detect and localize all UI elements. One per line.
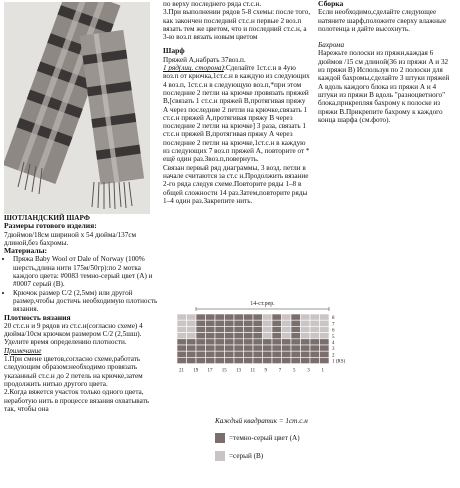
chart-cell	[272, 320, 282, 326]
chart-cell	[177, 314, 187, 320]
chart-cell	[253, 320, 263, 326]
chart-cell	[320, 345, 330, 351]
hook-item: • Крючок размер С/2 (2,5мм) или другой размер,чтобы достичь необходимую плотность вязания.	[13, 289, 160, 314]
chart-cell	[177, 333, 187, 339]
chart-cell	[215, 326, 225, 332]
chart-cell	[263, 333, 273, 339]
chart-cell	[282, 351, 292, 357]
chart-cell	[291, 333, 301, 339]
chart-cell	[301, 357, 311, 363]
column-number: 11	[250, 368, 256, 374]
chart-cell	[225, 345, 235, 351]
chart-cell	[310, 314, 320, 320]
legend-b-label: =серый (В)	[229, 452, 264, 460]
chart-cell	[215, 320, 225, 326]
chart-cell	[244, 326, 254, 332]
chart-cell	[272, 314, 282, 320]
chart-cell	[206, 351, 216, 357]
chart-cell	[320, 357, 330, 363]
chart-cell	[225, 339, 235, 345]
note-heading: Примечание	[4, 346, 42, 355]
row-1-instructions: :Сделайте 1ст.с.н в 4ую воз.п от крючка,1ст.с.н в каждую из следующих 4 воз.п, 1ст.с.н в следующую воз.п,*при этом последние 2 петли на крючке провязать пряжей В,[связать 1 ст.с.н пряжей В,протягивая пряжу А через последние 2 петли на крючке,связать 1 ст.с.н пряжей А,протягивая пряжу В через последние 2 петли на крючке] 3 раза, связать 1 ст.с.н пряжей В,протягивая пряжу А через последние 2 петли на крючке,1ст.с.н в каждую из следующих 7 воз.п пряжей А, повторите от * ещё один раз.Звоз.п,повернуть.	[163, 64, 310, 164]
chart-cell	[234, 333, 244, 339]
chart-cell	[234, 351, 244, 357]
chart-cell	[206, 357, 216, 363]
chart-cell	[225, 314, 235, 320]
chart-cell	[244, 314, 254, 320]
column-number: 19	[193, 368, 199, 374]
chart-cell	[320, 333, 330, 339]
chart-cell	[253, 333, 263, 339]
chart-cell	[310, 320, 320, 326]
materials-list	[4, 255, 160, 313]
chart-cell	[301, 351, 311, 357]
chart-cell	[272, 345, 282, 351]
chart-cell	[291, 357, 301, 363]
column-number: 7	[278, 368, 282, 374]
chart-cell	[253, 351, 263, 357]
chart-cell	[234, 357, 244, 363]
materials-heading: Материалы:	[4, 246, 48, 256]
row-number: 4	[332, 341, 335, 346]
chart-cell	[187, 339, 197, 345]
chart-cell	[310, 333, 320, 339]
chart-cell	[215, 314, 225, 320]
chart-cell	[225, 326, 235, 332]
chart-cell	[177, 339, 187, 345]
fringe-heading: Бахрома	[318, 41, 345, 50]
chart-cell	[282, 345, 292, 351]
chart-cell	[253, 339, 263, 345]
left-column	[4, 214, 160, 413]
chart-cell	[215, 357, 225, 363]
size-heading: Размеры готового изделия:	[4, 221, 97, 231]
chart-cell	[301, 345, 311, 351]
fringe-text: Нарежьте полоски из пряжи,каждая 6 дюймов /15 см длиной(36 из пряжи А и 32 из пряжи В) Используя по 2 полоски для каждой бахромы,сделайте 3 штуки пряжей А вдоль каждого блока из пряжи А и 4 штуки из пряжи В вдоль "разноцветного" блока,прикрепляя бахрому к полоске из пряжи В.Прикрепите бахрому к каждого конца шарфа (см.фото).	[318, 49, 450, 124]
row-number: 2	[332, 353, 335, 359]
row-number: 7	[332, 322, 335, 328]
chart-cell	[263, 326, 273, 332]
chart-cell	[244, 333, 254, 339]
legend-a	[215, 433, 308, 443]
chart-cell	[253, 345, 263, 351]
chart-cell	[215, 351, 225, 357]
chart-cell	[291, 345, 301, 351]
chart-cell	[177, 320, 187, 326]
row-number: 8	[332, 316, 335, 322]
chart-cell	[187, 357, 197, 363]
chart-cell	[263, 314, 273, 320]
chart-cell	[215, 333, 225, 339]
chart-cell	[234, 314, 244, 320]
chart-cell	[196, 320, 206, 326]
chart-cell	[263, 351, 273, 357]
chart-cell	[234, 326, 244, 332]
chart-cell	[244, 339, 254, 345]
chart-cell	[263, 339, 273, 345]
chart-cell	[206, 333, 216, 339]
chart-cell	[272, 339, 282, 345]
chart-cell	[177, 357, 187, 363]
chart-cell	[187, 333, 197, 339]
chart-cell	[301, 314, 311, 320]
row-number: 6	[332, 328, 335, 334]
chart-cell	[234, 345, 244, 351]
column-number: 15	[221, 368, 227, 374]
column-number: 5	[293, 368, 296, 374]
note-1: 1.При смене цветов,согласно схеме,работать следующим образом:необходимо провязать указанный ст.с.н до 2 петель на крючке,затем продолжить нитью другого цвета.	[4, 355, 143, 388]
row-1-text	[163, 64, 311, 164]
chart-cell	[310, 339, 320, 345]
chart-cell	[263, 320, 273, 326]
chart-cell	[206, 326, 216, 332]
row-number: 5	[332, 334, 335, 340]
chart-cell	[177, 326, 187, 332]
chart-cell	[196, 351, 206, 357]
chart-cell	[196, 345, 206, 351]
gauge-text: 20 ст.с.н и 9 рядов из ст.с.н(согласно схеме) 4 дюйма/10см крючком размером С/2 (2,5шш).	[4, 321, 143, 339]
chart-cell	[253, 314, 263, 320]
column-number: 17	[207, 368, 213, 374]
chart-cell	[291, 351, 301, 357]
chart-cell	[320, 320, 330, 326]
chart-cell	[320, 351, 330, 357]
chart-cell	[196, 333, 206, 339]
chart-cell	[206, 345, 216, 351]
top-note-2: 3.При выполнении рядов 5-8 схемы: после того, как закончен последний ст.с.н первые 2 воз.п вязать тем же цветом, что и последний ст.с.н, а 3-ю воз.п вязать новым цветом	[163, 8, 311, 42]
chart-cell	[282, 326, 292, 332]
chart-cell	[310, 326, 320, 332]
chart-cell	[187, 345, 197, 351]
stitch-chart	[165, 300, 350, 380]
chart-cell	[234, 320, 244, 326]
chart-cell	[187, 320, 197, 326]
chart-cell	[187, 314, 197, 320]
swatch-b	[215, 451, 225, 461]
chart-cell	[320, 326, 330, 332]
chart-cell	[196, 339, 206, 345]
chart-cell	[234, 339, 244, 345]
column-number: 9	[264, 368, 267, 374]
chart-cell	[225, 351, 235, 357]
chart-cell	[282, 339, 292, 345]
row-1-label: 1 ряд(лиц. сторона)	[163, 64, 224, 73]
chart-cell	[177, 351, 187, 357]
chart-cell	[320, 314, 330, 320]
chart-cell	[196, 314, 206, 320]
right-column	[318, 0, 456, 124]
chart-cell	[244, 357, 254, 363]
chart-cell	[215, 339, 225, 345]
top-note-1: по верху последнего ряда ст.с.н.	[163, 0, 262, 8]
chart-cell	[225, 320, 235, 326]
chart-cell	[301, 326, 311, 332]
chart-cell	[177, 345, 187, 351]
chart-cell	[310, 345, 320, 351]
chart-cell	[272, 333, 282, 339]
chart-cell	[282, 333, 292, 339]
chart-cell	[291, 326, 301, 332]
chart-cell	[244, 351, 254, 357]
chart-cell	[187, 351, 197, 357]
chart-cell	[253, 357, 263, 363]
size-text: 7дюймов/18см шириной x 54 дюйма/137см длиной,без бахромы.	[4, 230, 137, 247]
column-number: 3	[307, 368, 310, 374]
chart-cell	[282, 357, 292, 363]
scarf-continue: Связан первый ряд диаграммы, 3 возд. петли в начале считаются за ст.с н.Продолжить вязание 2-го ряда следуя схеме.Повторите ряды 1–8 в общей сложности 14 раз.Затем,повторите ряды 1–4 один раз.Закрепите нить.	[163, 163, 309, 205]
chart-cell	[301, 320, 311, 326]
chart-cell	[253, 326, 263, 332]
chart-cell	[301, 339, 311, 345]
scarf-illustration	[4, 2, 150, 214]
chart-legend	[215, 417, 308, 469]
page-title: ШОТЛАНДСКИЙ ШАРФ	[4, 214, 90, 222]
chart-cell	[206, 314, 216, 320]
middle-column	[163, 0, 311, 205]
repeat-label: 14-ст.рер.	[250, 301, 275, 307]
swatch-a	[215, 433, 225, 443]
chart-cell	[320, 339, 330, 345]
gauge-heading: Плотность вязания	[4, 312, 71, 322]
legend-b	[215, 451, 308, 461]
chart-cell	[206, 320, 216, 326]
chart-cell	[225, 357, 235, 363]
chart-cell	[310, 357, 320, 363]
chart-cell	[301, 333, 311, 339]
chart-cell	[291, 320, 301, 326]
chart-cell	[187, 326, 197, 332]
chart-cell	[225, 333, 235, 339]
gauge-note: Уделите время определению плотности.	[4, 338, 127, 347]
legend-square-note: Каждый квадратик = 1ст.с.н	[215, 417, 308, 425]
chart-cell	[272, 326, 282, 332]
row-number: 1 (RS)	[332, 359, 346, 365]
chart-cell	[310, 351, 320, 357]
chart-cell	[291, 339, 301, 345]
chart-cell	[263, 345, 273, 351]
chart-cell	[291, 314, 301, 320]
column-number: 1	[321, 368, 324, 374]
chart-cell	[196, 357, 206, 363]
assembly-heading: Сборка	[318, 0, 344, 8]
chart-cell	[206, 339, 216, 345]
chart-cell	[272, 357, 282, 363]
scarf-photo	[4, 2, 150, 214]
chart-cell	[215, 345, 225, 351]
chart-cell	[244, 320, 254, 326]
yarn-item: • Пряжа Baby Wool от Dale of Norway (100% шерсть,длина нити 175м/50гр):по 2 мотка каждого цвета: #0083 темно-серый цвет (А) и #0007 серый (В).	[13, 255, 160, 288]
column-number: 13	[236, 368, 241, 374]
scarf-cast-on: Пряжей А,набрать 37воз.п.	[163, 55, 246, 64]
note-2: 2.Когда вяжется участок только одного цвета, неработую нить в процессе вязания охватывать так, чтобы она	[4, 388, 150, 413]
legend-a-label: =темно-серый цвет (А)	[229, 434, 300, 442]
chart-cell	[196, 326, 206, 332]
scarf-heading: Шарф	[163, 46, 185, 56]
chart-cell	[282, 320, 292, 326]
row-number: 3	[332, 347, 335, 353]
assembly-text: Если необходимо,сделайте следующее натяните шарф,положите сверху влажные полотенца и дайте высохнуть.	[318, 8, 447, 33]
chart-cell	[263, 357, 273, 363]
chart-cell	[244, 345, 254, 351]
column-number: 21	[179, 368, 184, 374]
chart-cell	[282, 314, 292, 320]
chart-cell	[272, 351, 282, 357]
